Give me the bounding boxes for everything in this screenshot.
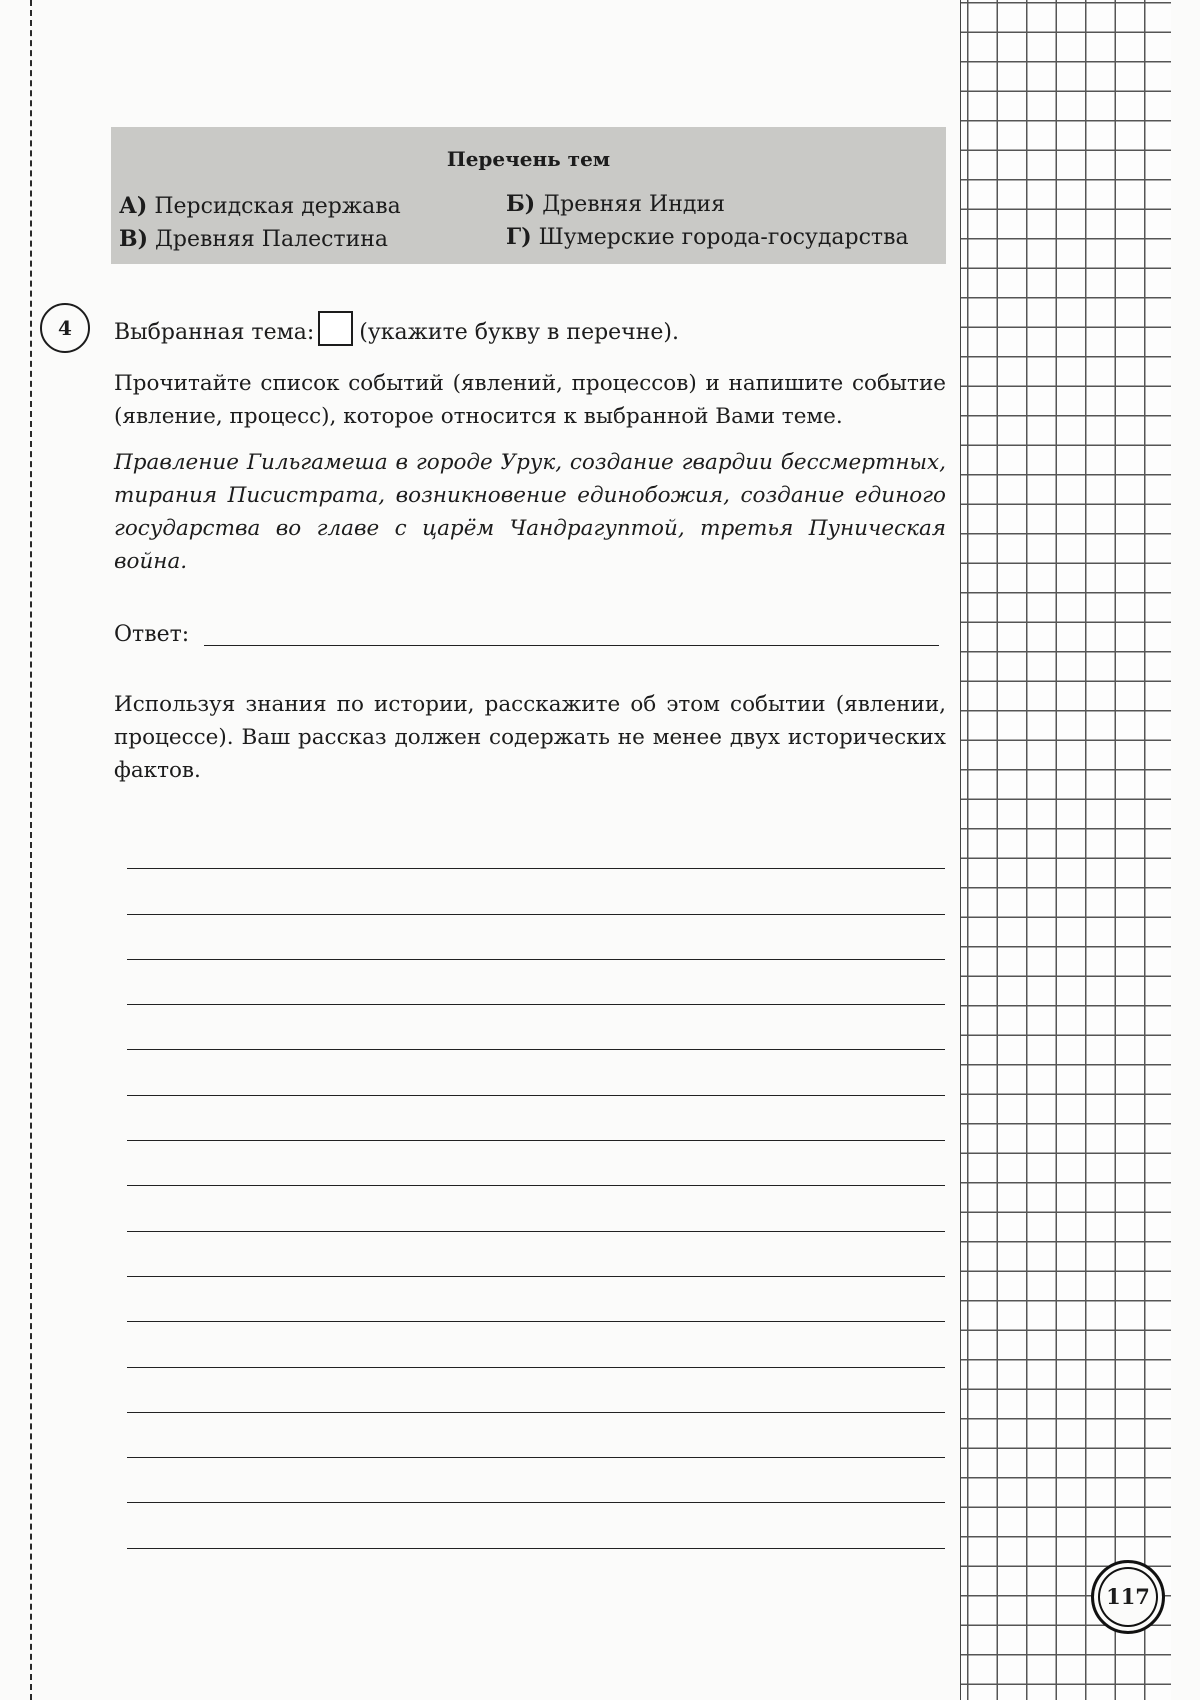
topic-v-text: Древняя Палестина [155,227,389,252]
topic-b-letter: Б) [506,191,536,217]
topic-b-text: Древняя Индия [542,192,725,217]
task-instruction: Прочитайте список событий (явлений, процессов) и напишите событие (явление, процесс), которое относится к выбранной Вами теме. [114,371,946,429]
writing-line[interactable] [127,1186,945,1231]
topic-v [119,226,388,252]
topic-a-text: Персидская держава [154,194,401,219]
topic-g-letter: Г) [506,224,532,250]
writing-line[interactable] [127,1368,945,1413]
chosen-topic-label: Выбранная тема: [114,320,315,345]
writing-line[interactable] [127,915,945,960]
writing-line[interactable] [127,1503,945,1548]
topic-a-letter: А) [119,193,148,219]
page-number: 117 [1091,1560,1165,1634]
writing-line[interactable] [127,1050,945,1095]
topic-b [506,191,725,217]
writing-line[interactable] [127,824,945,869]
writing-line[interactable] [127,1322,945,1367]
cut-line [30,0,32,1700]
topics-box [111,127,946,264]
writing-line[interactable] [127,1232,945,1277]
draft-grid [960,0,1171,1700]
events-list: Правление Гильгамеша в городе Урук, создание гвардии бессмертных, тирания Писистрата, возникновение единобожия, создание единого государства во главе с царём Чандрагуптой, третья Пуническая война. [114,450,946,574]
chosen-topic-box[interactable] [318,311,353,346]
topic-a [119,193,401,219]
task-number-badge: 4 [40,303,90,353]
writing-line[interactable] [127,1005,945,1050]
topic-g [506,224,909,250]
topic-g-text: Шумерские города-государства [538,225,909,250]
writing-line[interactable] [127,869,945,914]
writing-line[interactable] [127,1277,945,1322]
answer-line[interactable] [204,645,939,646]
topic-v-letter: В) [119,226,149,252]
chosen-topic-row [114,311,679,346]
writing-line[interactable] [127,960,945,1005]
writing-line[interactable] [127,1096,945,1141]
writing-area[interactable] [127,824,945,1549]
writing-line[interactable] [127,1413,945,1458]
writing-line[interactable] [127,1141,945,1186]
answer-label: Ответ: [114,622,190,647]
writing-line[interactable] [127,1458,945,1503]
tell-instruction: Используя знания по истории, расскажите об этом событии (явлении, процессе). Ваш рассказ должен содержать не менее двух исторических фактов. [114,692,946,783]
topics-title: Перечень тем [446,147,611,171]
chosen-topic-hint: (укажите букву в перечне). [359,320,679,345]
